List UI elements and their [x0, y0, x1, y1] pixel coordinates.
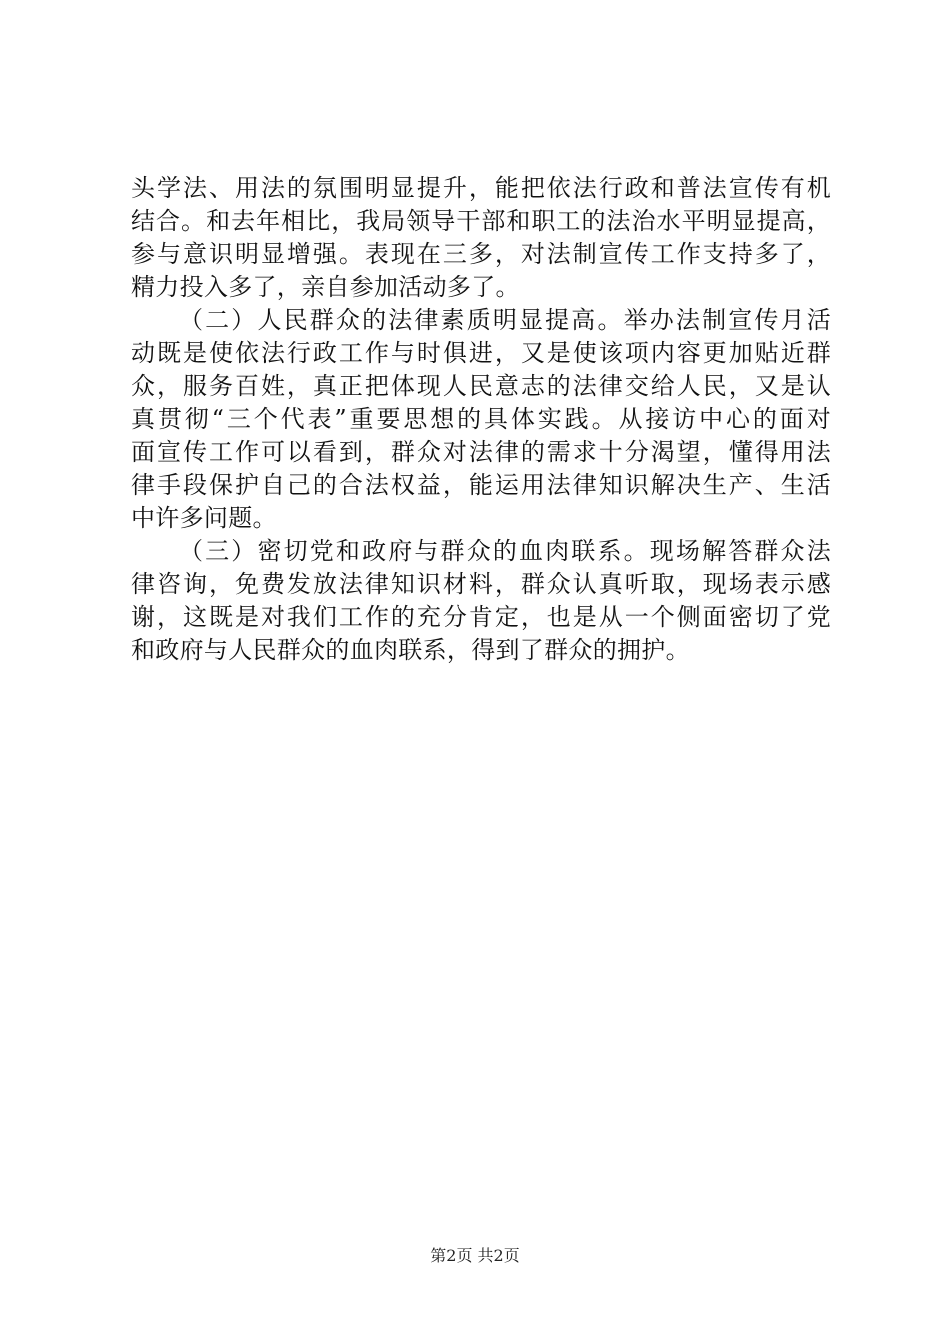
- body-line-1: 头学法、用法的氛围明显提升，能把依法行政和普法宣传有机: [131, 174, 831, 202]
- body-line-13: 律咨询，免费发放法律知识材料，群众认真听取，现场表示感: [131, 570, 831, 598]
- body-line-7: 众，服务百姓，真正把体现人民意志的法律交给人民，又是认: [131, 372, 831, 400]
- page-footer: 第2页 共2页: [430, 1246, 520, 1265]
- body-line-5: （二）人民群众的法律素质明显提高。举办法制宣传月活: [179, 306, 831, 334]
- body-line-11: 中许多问题。: [131, 504, 277, 532]
- body-line-4: 精力投入多了，亲自参加活动多了。: [131, 273, 520, 301]
- body-line-8: 真贯彻“三个代表”重要思想的具体实践。从接访中心的面对: [131, 405, 831, 433]
- document-body: [131, 172, 831, 667]
- body-line-2: 结合。和去年相比，我局领导干部和职工的法治水平明显提高，: [131, 207, 831, 235]
- body-line-6: 动既是使依法行政工作与时俱进，又是使该项内容更加贴近群: [131, 339, 831, 367]
- body-line-10: 律手段保护自己的合法权益，能运用法律知识解决生产、生活: [131, 471, 831, 499]
- body-line-14: 谢，这既是对我们工作的充分肯定，也是从一个侧面密切了党: [131, 603, 831, 631]
- body-line-3: 参与意识明显增强。表现在三多，对法制宣传工作支持多了，: [131, 240, 831, 268]
- body-line-12: （三）密切党和政府与群众的血肉联系。现场解答群众法: [179, 537, 831, 565]
- body-line-15: 和政府与人民群众的血肉联系，得到了群众的拥护。: [131, 636, 690, 664]
- body-line-9: 面宣传工作可以看到，群众对法律的需求十分渴望，懂得用法: [131, 438, 831, 466]
